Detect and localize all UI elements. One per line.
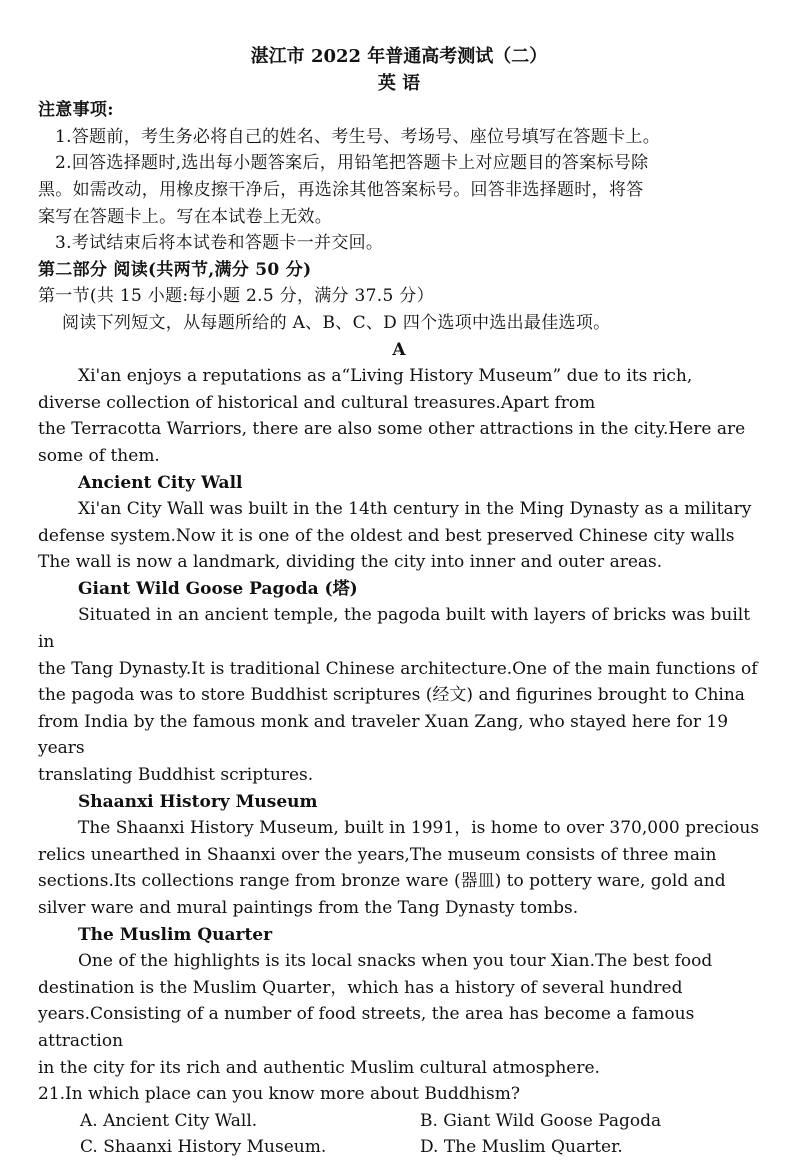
notice-item: 黑。如需改动，用橡皮擦干净后，再选涂其他答案标号。回答非选择题时，将答 bbox=[38, 179, 644, 200]
section-heading-museum: Shaanxi History Museum bbox=[78, 791, 318, 812]
passage-line: The Shaanxi History Museum, built in 1991，is home to over 370,000 precious bbox=[78, 818, 760, 839]
passage-line: some of them. bbox=[38, 445, 160, 466]
part-heading: 第二部分 阅读(共两节,满分 50 分) bbox=[38, 259, 312, 280]
option-c: C. Shaanxi History Museum. bbox=[80, 1137, 327, 1158]
subpart-heading: 第一节(共 15 小题:每小题 2.5 分，满分 37.5 分） bbox=[38, 286, 434, 307]
passage-line: destination is the Muslim Quarter，which has a history of several hundred bbox=[38, 977, 683, 998]
exam-title: 湛江市 2022 年普通高考测试（二） bbox=[250, 46, 548, 67]
option-a: A. Ancient City Wall. bbox=[80, 1110, 258, 1131]
passage-line: defense system.Now it is one of the oldest and best preserved Chinese city walls bbox=[38, 525, 735, 546]
passage-line: Situated in an ancient temple, the pagoda built with layers of bricks was built in bbox=[38, 605, 751, 653]
option-b: B. Giant Wild Goose Pagoda bbox=[420, 1110, 662, 1131]
question-stem: 21.In which place can you know more about Buddhism? bbox=[38, 1084, 520, 1105]
passage-line: Xi'an enjoys a reputations as a“Living History Museum” due to its rich, bbox=[78, 366, 693, 387]
section-heading-wall: Ancient City Wall bbox=[78, 472, 243, 493]
passage-line: translating Buddhist scriptures. bbox=[38, 765, 314, 786]
reading-instruction: 阅读下列短文，从每题所给的 A、B、C、D 四个选项中选出最佳选项。 bbox=[62, 312, 611, 333]
section-heading-muslim: The Muslim Quarter bbox=[78, 924, 273, 945]
passage-line: relics unearthed in Shaanxi over the years,The museum consists of three main bbox=[38, 844, 717, 865]
options-row bbox=[38, 1134, 760, 1161]
passage-label: A bbox=[392, 339, 406, 360]
passage-line: the Tang Dynasty.It is traditional Chinese architecture.One of the main functions of bbox=[38, 658, 758, 679]
passage-line: silver ware and mural paintings from the Tang Dynasty tombs. bbox=[38, 898, 579, 918]
section-heading-pagoda: Giant Wild Goose Pagoda (塔) bbox=[78, 578, 358, 599]
passage-line: from India by the famous monk and traveler Xuan Zang, who stayed here for 19 years bbox=[38, 711, 729, 759]
option-d: D. The Muslim Quarter. bbox=[420, 1137, 623, 1158]
passage-line: Xi'an City Wall was built in the 14th century in the Ming Dynasty as a military bbox=[78, 499, 752, 520]
passage-line: diverse collection of historical and cultural treasures.Apart from bbox=[38, 392, 596, 413]
notice-item: 2.回答选择题时,选出每小题答案后，用铅笔把答题卡上对应题目的答案标号除 bbox=[55, 153, 649, 174]
passage-line: The wall is now a landmark, dividing the city into inner and outer areas. bbox=[38, 552, 663, 573]
notice-item: 1.答题前，考生务必将自己的姓名、考生号、考场号、座位号填写在答题卡上。 bbox=[55, 126, 661, 147]
passage-line: sections.Its collections range from bronze ware (器皿) to pottery ware, gold and bbox=[38, 871, 726, 892]
passage-line: years.Consisting of a number of food streets, the area has become a famous attraction bbox=[38, 1004, 695, 1051]
notice-item: 案写在答题卡上。写在本试卷上无效。 bbox=[38, 206, 333, 227]
notice-heading: 注意事项: bbox=[38, 100, 114, 121]
passage-line: in the city for its rich and authentic Muslim cultural atmosphere. bbox=[38, 1057, 600, 1078]
subject-title: 英 语 bbox=[377, 72, 421, 94]
notice-item: 3.考试结束后将本试卷和答题卡一并交回。 bbox=[55, 233, 384, 254]
passage-line: the pagoda was to store Buddhist scriptures (经文) and figurines brought to China bbox=[38, 685, 745, 706]
options-row bbox=[38, 1108, 760, 1135]
exam-page bbox=[38, 44, 760, 1161]
passage-line: One of the highlights is its local snacks when you tour Xian.The best food bbox=[78, 951, 713, 972]
passage-line: the Terracotta Warriors, there are also some other attractions in the city.Here are bbox=[38, 419, 746, 440]
